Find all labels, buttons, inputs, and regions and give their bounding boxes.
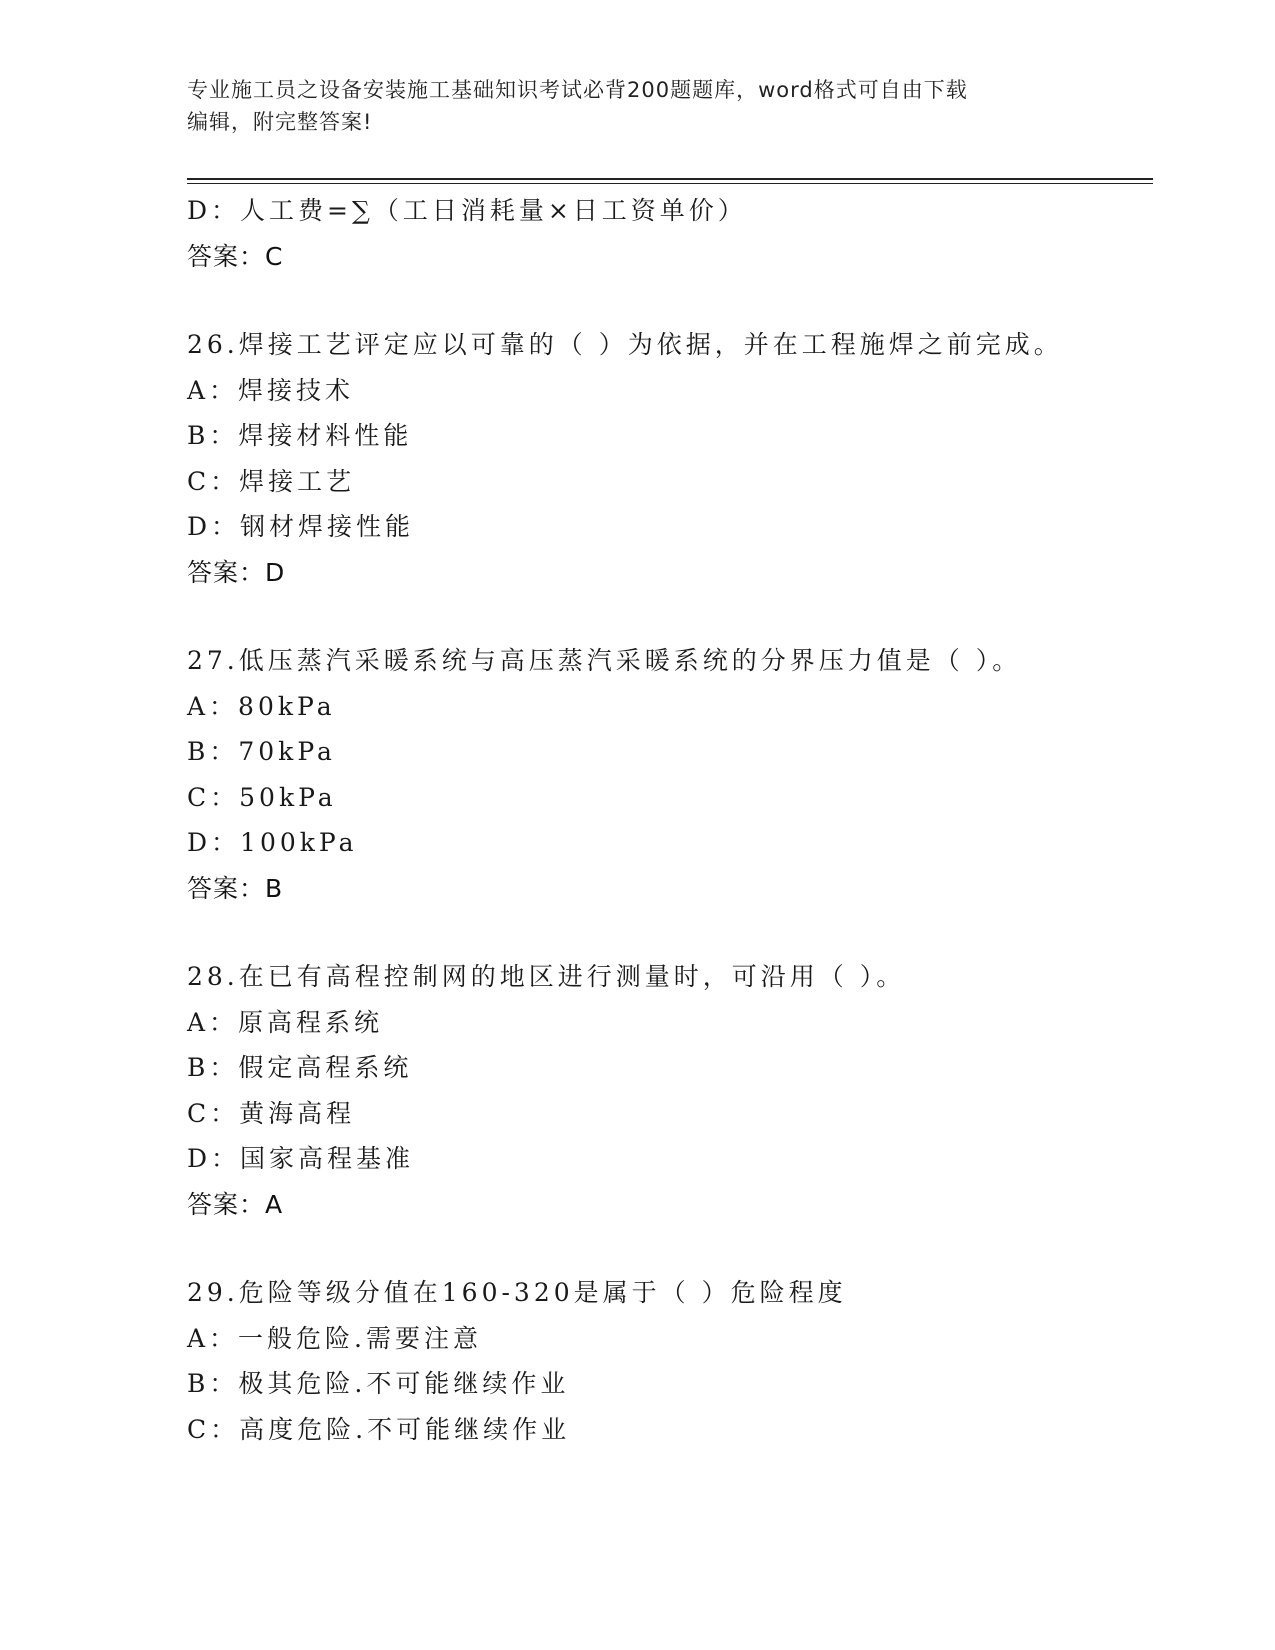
prev-question-tail [187, 188, 1147, 279]
header-title-line-1: 专业施工员之设备安装施工基础知识考试必背200题题库，word格式可自由下载 [187, 78, 968, 102]
question-29 [187, 1270, 1147, 1452]
question-stem: 26.焊接工艺评定应以可靠的（ ）为依据，并在工程施焊之前完成。 [187, 330, 1063, 359]
question-26 [187, 322, 1147, 595]
option-a: A：80kPa [187, 691, 336, 721]
question-stem: 27.低压蒸汽采暖系统与高压蒸汽采暖系统的分界压力值是（ ）。 [187, 646, 1022, 675]
option-c: C：高度危险.不可能继续作业 [187, 1414, 571, 1444]
header-divider-thin [187, 183, 1153, 184]
header-title-line-2: 编辑，附完整答案! [187, 110, 373, 134]
question-27 [187, 638, 1147, 911]
option-b: B：极其危险.不可能继续作业 [187, 1369, 570, 1398]
option-a: A：焊接技术 [187, 375, 355, 405]
document-header [187, 74, 1067, 138]
answer-line: 答案：D [187, 557, 286, 587]
option-d: D：钢材焊接性能 [187, 512, 415, 541]
option-d: D：100kPa [187, 828, 358, 857]
option-c: C：焊接工艺 [187, 466, 356, 496]
header-divider-thick [187, 178, 1153, 180]
question-list [187, 188, 1147, 1452]
answer-line: 答案：C [187, 241, 284, 271]
question-stem: 28.在已有高程控制网的地区进行测量时，可沿用（ ）。 [187, 962, 906, 991]
spacer [187, 1227, 1147, 1270]
spacer [187, 279, 1147, 322]
option-d: D：国家高程基准 [187, 1144, 415, 1173]
option-a: A：原高程系统 [187, 1007, 384, 1037]
question-28 [187, 954, 1147, 1227]
spacer [187, 595, 1147, 638]
answer-line: 答案：A [187, 1189, 284, 1219]
option-b: B：70kPa [187, 737, 336, 766]
answer-line: 答案：B [187, 873, 284, 903]
option-a: A：一般危险.需要注意 [187, 1323, 483, 1353]
option-b: B：焊接材料性能 [187, 421, 413, 450]
option-d: D：人工费=∑（工日消耗量×日工资单价） [187, 196, 747, 225]
spacer [187, 911, 1147, 954]
option-c: C：黄海高程 [187, 1098, 356, 1128]
option-c: C：50kPa [187, 782, 337, 812]
option-b: B：假定高程系统 [187, 1053, 413, 1082]
question-stem: 29.危险等级分值在160-320是属于（ ）危险程度 [187, 1278, 847, 1307]
